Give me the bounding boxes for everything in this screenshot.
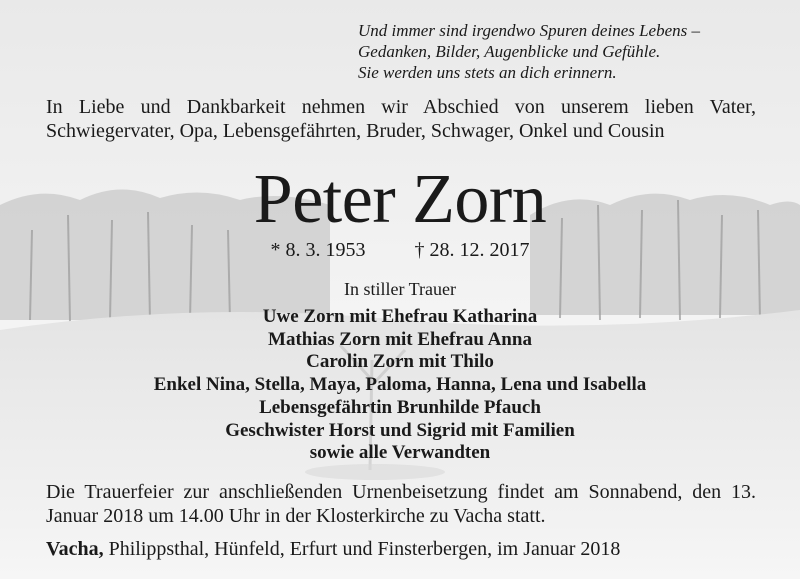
mourner-line: Geschwister Horst und Sigrid mit Familien (225, 419, 575, 441)
place-and-date (46, 537, 766, 561)
verse-line: Und immer sind irgendwo Spuren deines Lebens – (358, 21, 701, 40)
place-city: Vacha, (46, 538, 104, 560)
verse-line: Gedanken, Bilder, Augenblicke und Gefühle. (358, 42, 661, 61)
deceased-name: Peter Zorn (253, 161, 547, 238)
mourners-list (0, 306, 800, 465)
funeral-details: Die Trauerfeier zur anschließenden Urnenbeisetzung findet am Sonnabend, den 13. Januar 2018 um 14.00 Uhr in der Klosterkirche zu Vacha statt. (46, 481, 756, 527)
mourner-line: Uwe Zorn mit Ehefrau Katharina (262, 306, 538, 327)
mourner-line: Carolin Zorn mit Thilo (306, 351, 494, 373)
mourning-label: In stiller Trauer (344, 279, 456, 299)
place-rest: Philippsthal, Hünfeld, Erfurt und Finsterbergen, im Januar 2018 (103, 538, 621, 560)
mourner-line: Enkel Nina, Stella, Maya, Paloma, Hanna, Lena und Isabella (153, 374, 647, 396)
mourner-line: Mathias Zorn mit Ehefrau Anna (268, 328, 532, 350)
birth-date: * 8. 3. 1953 (270, 239, 366, 261)
death-date: † 28. 12. 2017 (414, 239, 530, 261)
verse-line: Sie werden uns stets an dich erinnern. (358, 63, 617, 82)
farewell-intro: In Liebe und Dankbarkeit nehmen wir Abschied von unserem lieben Vater, Schwiegervater, Opa, Lebensgefährten, Bruder, Schwager, Onkel und Cousin (46, 96, 756, 142)
life-dates (0, 238, 800, 262)
mourner-line: sowie alle Verwandten (309, 442, 491, 464)
memorial-verse (358, 20, 778, 83)
mourner-line: Lebensgefährtin Brunhilde Pfauch (259, 396, 541, 418)
